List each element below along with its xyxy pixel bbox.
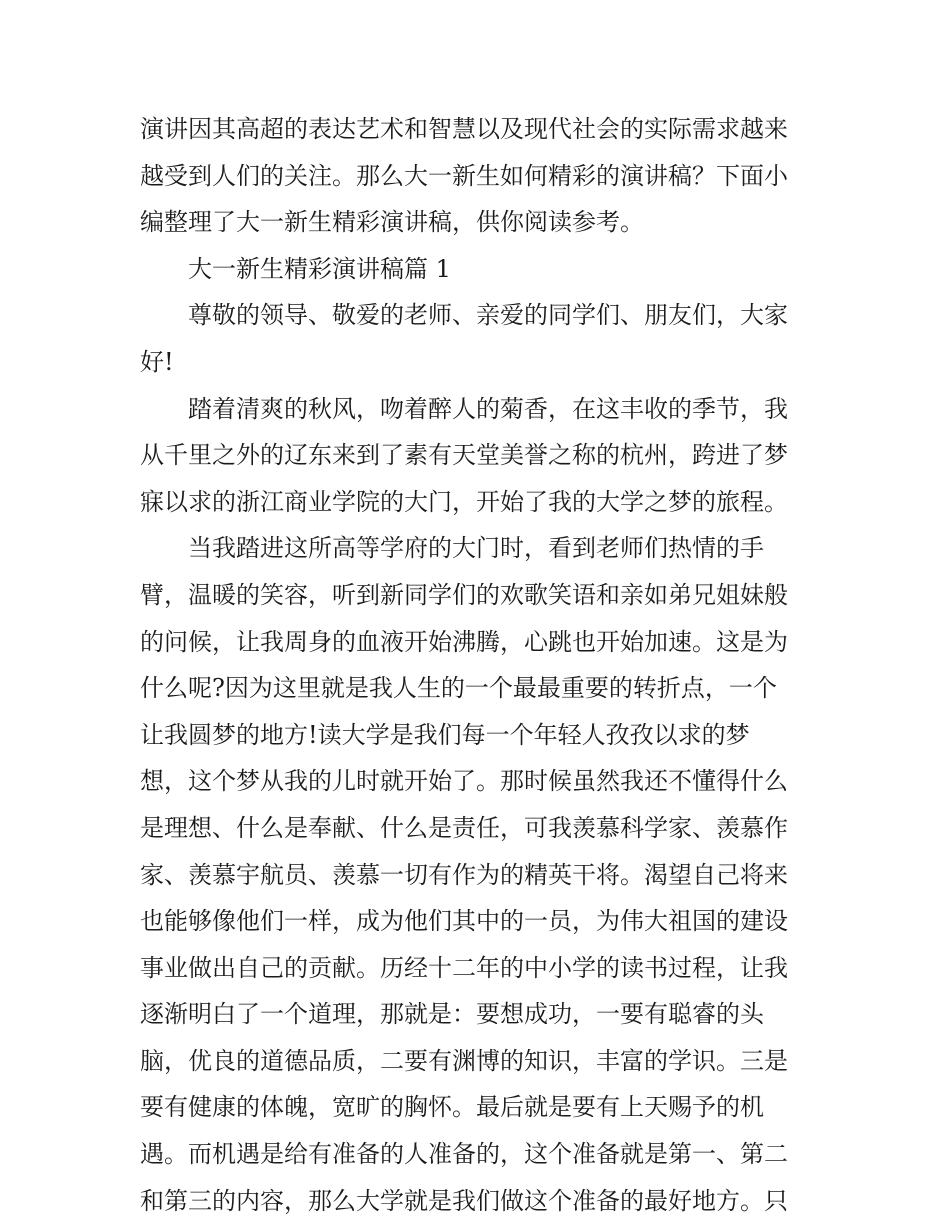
text-line: 演讲因其高超的表达艺术和智慧以及现代社会的实际需求越来 xyxy=(140,115,788,143)
text-line: 从千里之外的辽东来到了素有天堂美誉之称的杭州，跨进了梦 xyxy=(140,441,788,470)
text-line: 踏着清爽的秋风，吻着醉人的菊香，在这丰收的季节，我 xyxy=(188,394,788,423)
text-line: 也能够像他们一样，成为他们其中的一员，为伟大祖国的建设 xyxy=(140,907,788,936)
text-line: 越受到人们的关注。那么大一新生如何精彩的演讲稿？下面小 xyxy=(140,161,788,190)
text-line: 逐渐明白了一个道理，那就是：要想成功，一要有聪睿的头 xyxy=(140,1000,764,1029)
text-line: 家、羡慕宇航员、羡慕一切有作为的精英干将。渴望自己将来 xyxy=(140,860,788,889)
text-line: 什么呢?因为这里就是我人生的一个最最重要的转折点，一个 xyxy=(140,674,777,703)
text-line: 的问候，让我周身的血液开始沸腾，心跳也开始加速。这是为 xyxy=(140,627,788,656)
text-line: 尊敬的领导、敬爱的老师、亲爱的同学们、朋友们，大家 xyxy=(188,301,788,330)
text-line: 脑，优良的道德品质，二要有渊博的知识，丰富的学识。三是 xyxy=(140,1046,788,1075)
text-line: 寐以求的浙江商业学院的大门，开始了我的大学之梦的旅程。 xyxy=(140,487,788,516)
text-line: 想，这个梦从我的儿时就开始了。那时候虽然我还不懂得什么 xyxy=(140,767,788,796)
text-line: 臂，温暖的笑容，听到新同学们的欢歌笑语和亲如弟兄姐妹般 xyxy=(140,580,788,609)
text-line: 让我圆梦的地方!读大学是我们每一个年轻人孜孜以求的梦 xyxy=(140,720,750,749)
text-line: 遇。而机遇是给有准备的人准备的，这个准备就是第一、第二 xyxy=(140,1140,788,1169)
text-line: 当我踏进这所高等学府的大门时，看到老师们热情的手 xyxy=(188,534,764,563)
text-line: 事业做出自己的贡献。历经十二年的中小学的读书过程，让我 xyxy=(140,953,788,982)
text-line: 好! xyxy=(140,347,174,376)
text-line: 是理想、什么是奉献、什么是责任，可我羡慕科学家、羡慕作 xyxy=(140,813,788,842)
text-line: 要有健康的体魄，宽旷的胸怀。最后就是要有上天赐予的机 xyxy=(140,1093,764,1122)
body-text xyxy=(140,106,820,1224)
text-line: 和第三的内容，那么大学就是我们做这个准备的最好地方。只 xyxy=(140,1186,788,1215)
text-line: 编整理了大一新生精彩演讲稿，供你阅读参考。 xyxy=(140,208,644,237)
section-heading: 大一新生精彩演讲稿篇 1 xyxy=(188,254,451,283)
